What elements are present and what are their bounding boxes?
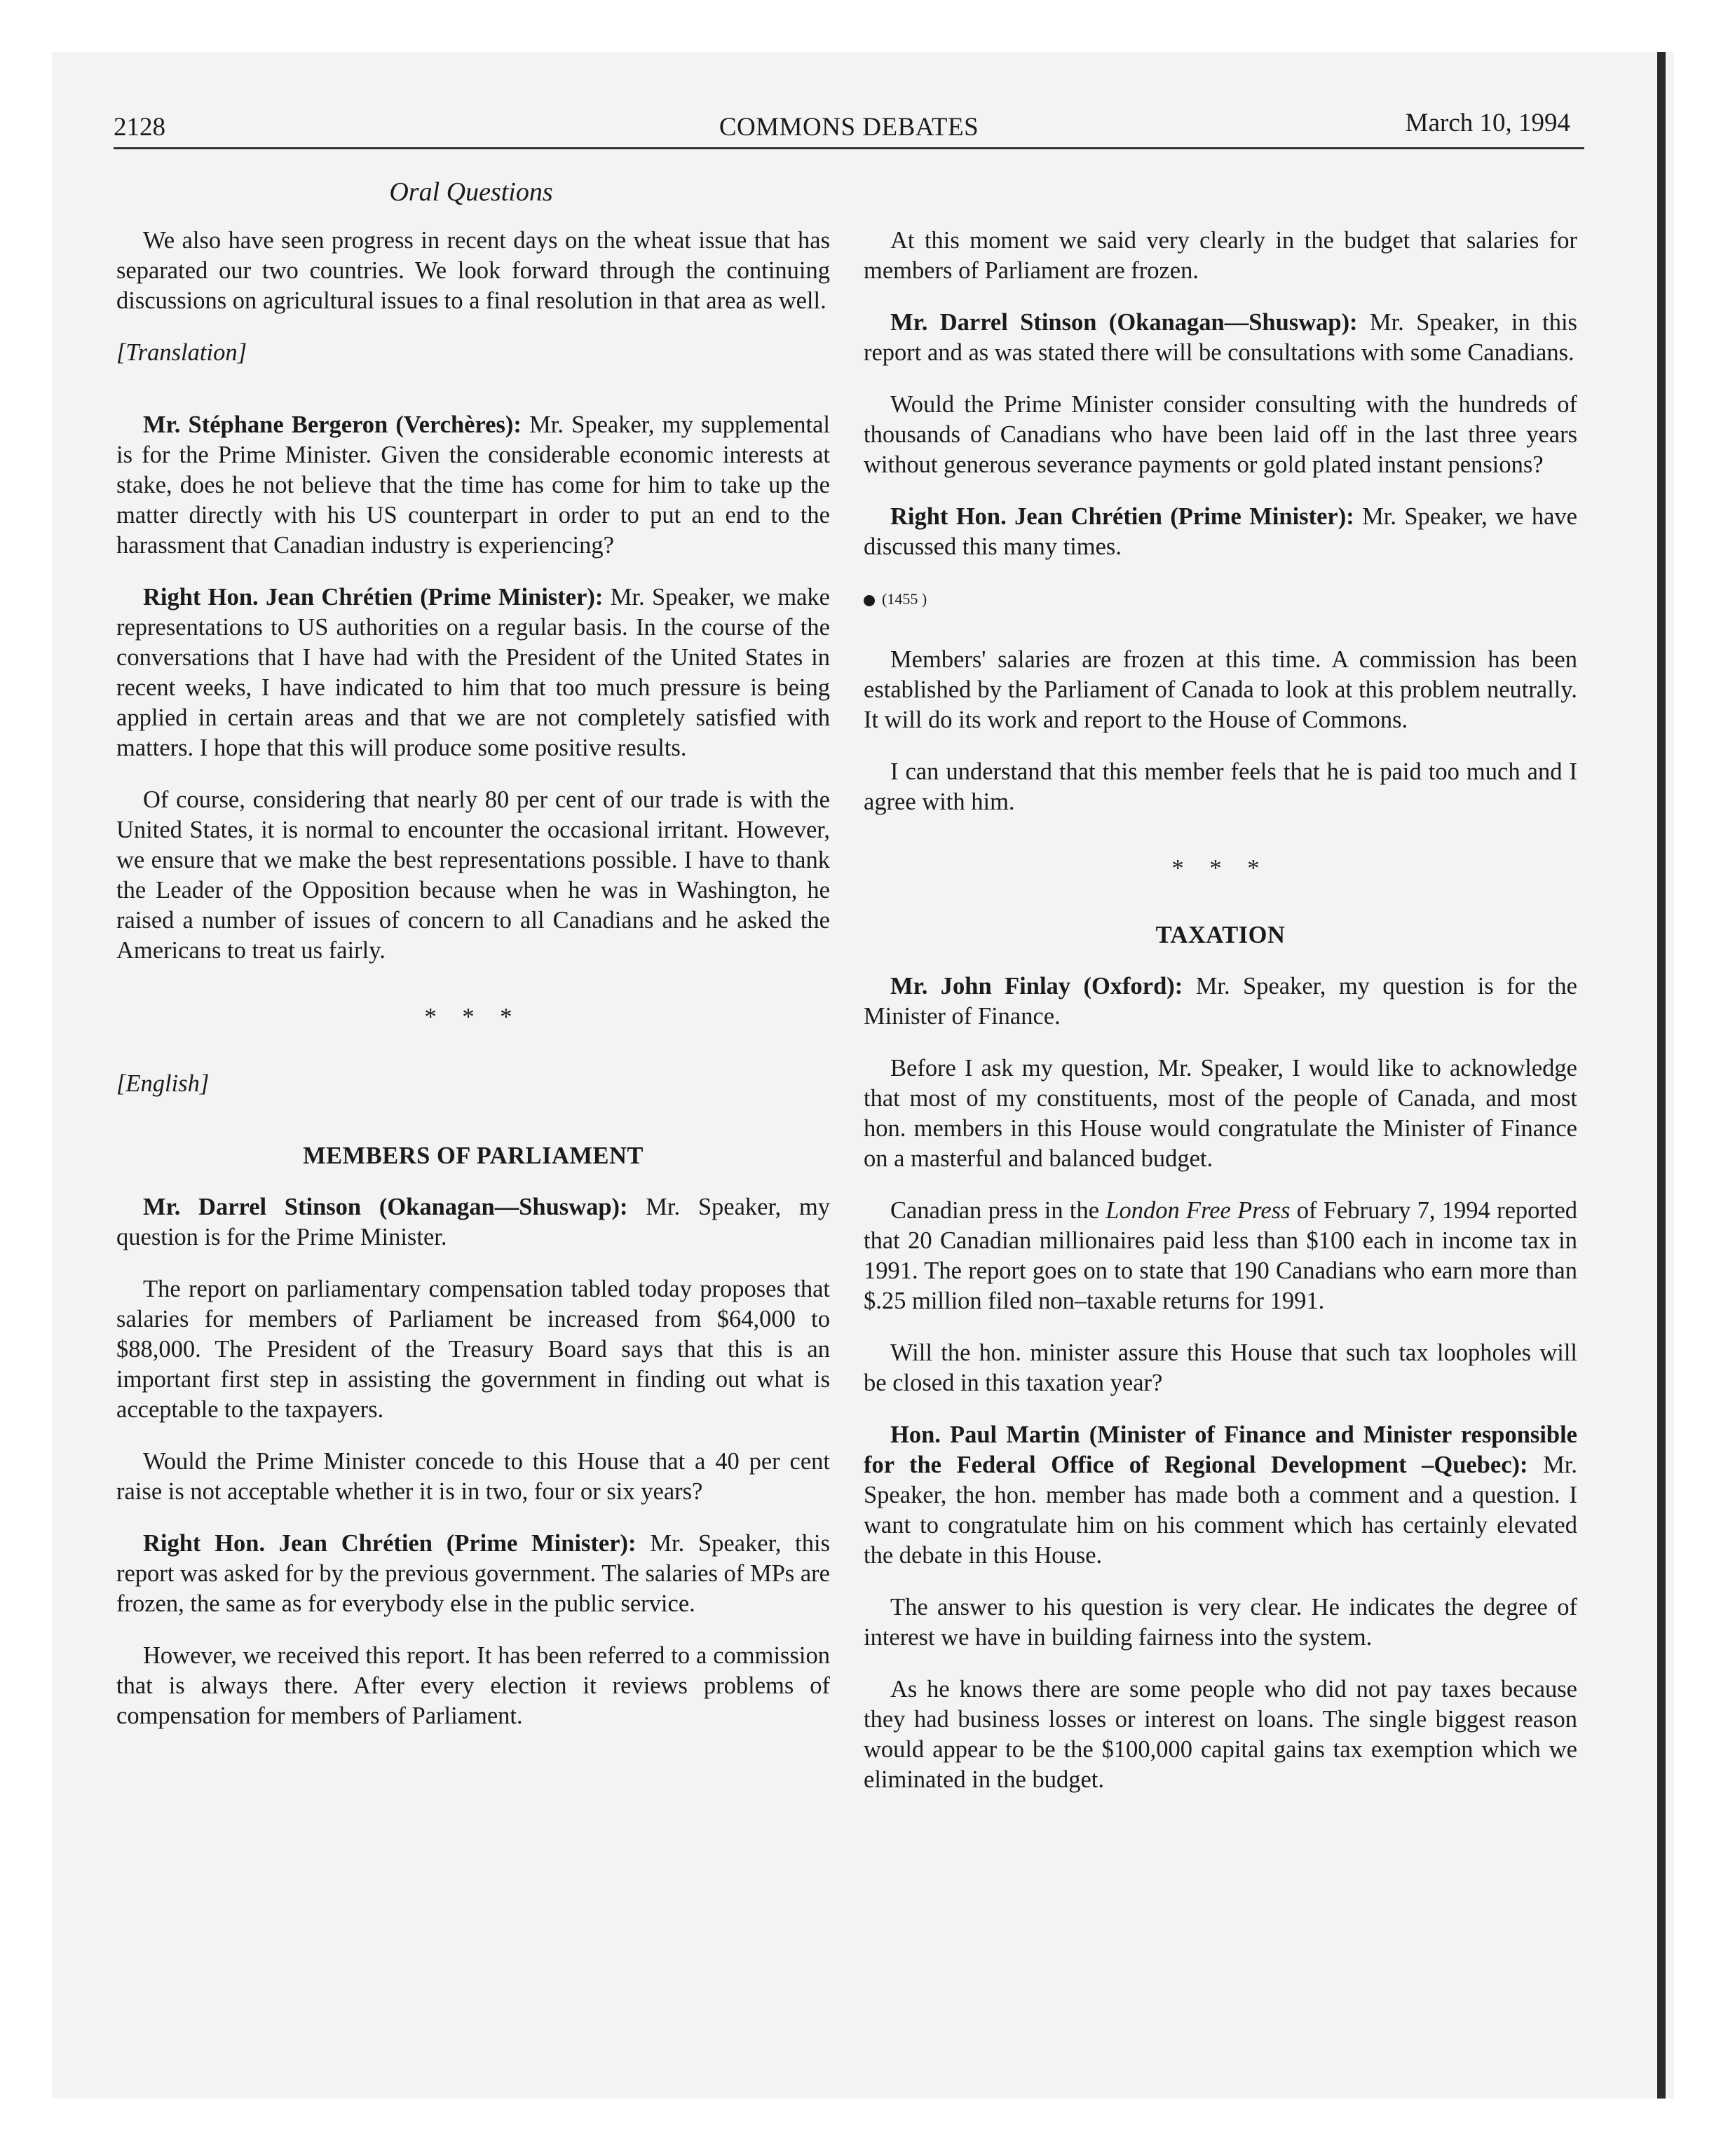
language-tag: [Translation] bbox=[116, 339, 247, 366]
section-separator: * * * bbox=[424, 1004, 522, 1030]
speaker-name: Right Hon. Jean Chrétien (Prime Minister): bbox=[143, 1530, 637, 1557]
language-tag: [English] bbox=[116, 1070, 210, 1097]
paragraph bbox=[864, 1196, 1577, 1316]
speech-text: Mr. Speaker, my question is for the Prime Minister. bbox=[116, 1194, 830, 1250]
paragraph: At this moment we said very clearly in the budget that salaries for members of Parliament are frozen. bbox=[864, 227, 1577, 284]
speaker-name: Mr. Darrel Stinson (Okanagan—Shuswap): bbox=[143, 1194, 628, 1220]
paragraph: Would the Prime Minister concede to this House that a 40 per cent raise is not acceptable whether it is in two, four or six years? bbox=[116, 1448, 830, 1505]
section-label: Oral Questions bbox=[389, 177, 553, 207]
speaker-name: Mr. Stéphane Bergeron (Verchères): bbox=[143, 411, 522, 438]
paragraph: However, we received this report. It has been referred to a commission that is always there. After every election it reviews problems of compensation for members of Parliament. bbox=[116, 1642, 830, 1729]
paragraph bbox=[864, 1420, 1577, 1571]
paragraph: We also have seen progress in recent days on the wheat issue that has separated our two countries. We look forward through the continuing discussions on agricultural issues to a final resolution in that area as well. bbox=[116, 227, 830, 314]
speech-text: Mr. Speaker, my supplemental is for the Prime Minister. Given the considerable economic interests at stake, does he not believe that the time has come for him to take up the matter directly with his US counterpart in order to put an end to the harassment that Canadian industry is experiencing? bbox=[116, 411, 830, 559]
timestamp-text: (1455 ) bbox=[882, 590, 927, 608]
section-separator: * * * bbox=[1171, 855, 1270, 882]
paragraph: Will the hon. minister assure this House that such tax loopholes will be closed in this taxation year? bbox=[864, 1339, 1577, 1396]
paragraph: Members' salaries are frozen at this time. A commission has been established by the Parliament of Canada to look at this problem neutrally. It will do its work and report to the House of Commons. bbox=[864, 646, 1577, 733]
paragraph: I can understand that this member feels that he is paid too much and I agree with him. bbox=[864, 758, 1577, 815]
speaker-name: Right Hon. Jean Chrétien (Prime Minister): bbox=[890, 503, 1354, 530]
page-number: 2128 bbox=[114, 113, 165, 142]
paragraph: The answer to his question is very clear. He indicates the degree of interest we have in building fairness into the system. bbox=[864, 1594, 1577, 1651]
left-column bbox=[116, 226, 830, 1753]
paragraph bbox=[864, 971, 1577, 1032]
paragraph-text: of February 7, 1994 reported that 20 Canadian millionaires paid less than $100 each in income tax in 1991. The report goes on to state that 190 Canadians who earn more than $.25 million filed non–taxable returns for 1991. bbox=[864, 1197, 1578, 1314]
paragraph-text: Canadian press in the bbox=[890, 1197, 1106, 1224]
speech-text: Mr. Speaker, the hon. member has made both a comment and a question. I want to congratulate him on his comment which has certainly elevated the debate in this House. bbox=[864, 1452, 1577, 1569]
timestamp bbox=[864, 584, 1577, 614]
speech-text: Mr. Speaker, this report was asked for by the previous government. The salaries of MPs are frozen, the same as for everybody else in the public service. bbox=[116, 1530, 830, 1617]
section-heading: MEMBERS OF PARLIAMENT bbox=[303, 1142, 644, 1169]
speaker-name: Mr. John Finlay (Oxford): bbox=[890, 973, 1183, 999]
section-heading: TAXATION bbox=[1155, 922, 1286, 948]
scan-edge-bar bbox=[1657, 52, 1666, 2099]
speaker-name: Hon. Paul Martin (Minister of Finance and Minister responsible for the Federal Office of Regional Development –Quebec): bbox=[864, 1421, 1577, 1478]
paragraph: Of course, considering that nearly 80 per cent of our trade is with the United States, it is normal to encounter the occasional irritant. However, we ensure that we make the best representations possible. I have to thank the Leader of the Opposition because when he was in Washington, he raised a number of issues of concern to all Canadians and he asked the Americans to treat us fairly. bbox=[116, 786, 830, 964]
paragraph bbox=[116, 582, 830, 763]
speech-text: Mr. Speaker, we have discussed this many times. bbox=[864, 503, 1577, 560]
page-header bbox=[114, 108, 1584, 149]
speaker-name: Mr. Darrel Stinson (Okanagan—Shuswap): bbox=[890, 309, 1358, 336]
paragraph: Before I ask my question, Mr. Speaker, I would like to acknowledge that most of my constituents, most of the people of Canada, and most hon. members in this House would congratulate the Minister of Finance on a masterful and balanced budget. bbox=[864, 1055, 1577, 1172]
paragraph: Would the Prime Minister consider consulting with the hundreds of thousands of Canadians who have been laid off in the last three years without generous severance payments or gold plated instant pensions? bbox=[864, 391, 1577, 478]
paragraph bbox=[116, 1529, 830, 1619]
paragraph bbox=[864, 308, 1577, 368]
publication-title: COMMONS DEBATES bbox=[719, 113, 979, 142]
paragraph: The report on parliamentary compensation tabled today proposes that salaries for members of Parliament be increased from $64,000 to $88,000. The President of the Treasury Board says that this is an important first step in assisting the government in finding out what is acceptable to the taxpayers. bbox=[116, 1276, 830, 1423]
speech-text: Mr. Speaker, my question is for the Minister of Finance. bbox=[864, 973, 1577, 1030]
paragraph bbox=[864, 502, 1577, 562]
page-date: March 10, 1994 bbox=[1405, 109, 1570, 137]
paragraph: As he knows there are some people who did not pay taxes because they had business losses or interest on loans. The single biggest reason would appear to be the $100,000 capital gains tax exemption which we eliminated in the budget. bbox=[864, 1676, 1577, 1793]
speech-text: Mr. Speaker, we make representations to US authorities on a regular basis. In the course of the conversations that I have had with the President of the United States in recent weeks, I have indicated to him that too much pressure is being applied in certain areas and that we are not completely satisfied with matters. I hope that this will produce some positive results. bbox=[116, 584, 830, 761]
paragraph bbox=[116, 410, 830, 561]
speech-text: Mr. Speaker, in this report and as was stated there will be consultations with some Canadians. bbox=[864, 309, 1577, 366]
paragraph bbox=[116, 1192, 830, 1253]
right-column bbox=[864, 226, 1577, 1817]
bullet-icon bbox=[864, 595, 875, 606]
newspaper-title: London Free Press bbox=[1105, 1197, 1291, 1224]
speaker-name: Right Hon. Jean Chrétien (Prime Minister): bbox=[143, 584, 604, 610]
